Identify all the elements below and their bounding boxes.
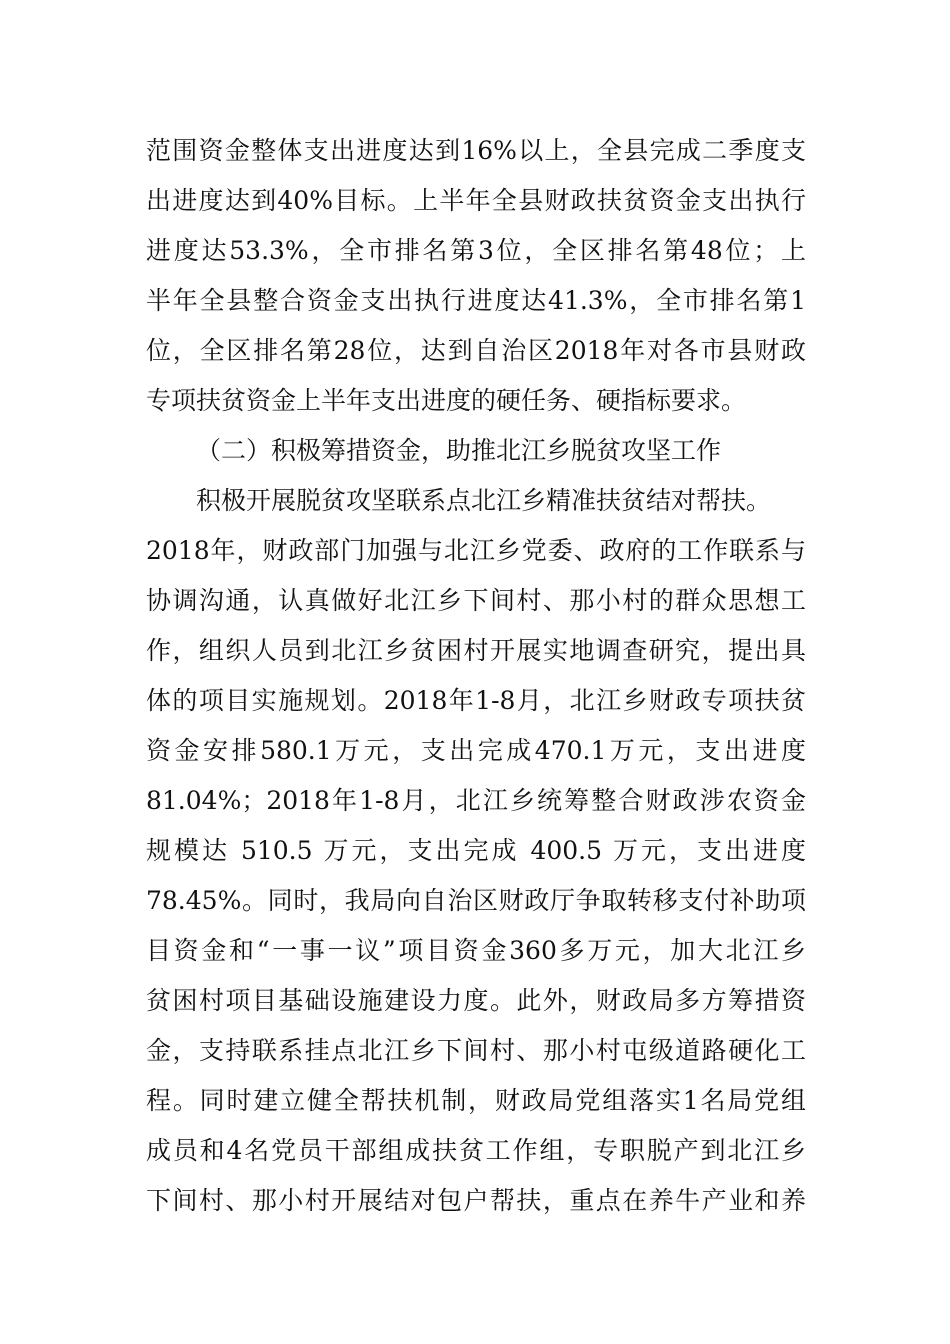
text-line: 贫困村项目基础设施建设力度。此外，财政局多方筹措资 bbox=[146, 986, 806, 1015]
text-line: 目资金和“一事一议”项目资金360多万元，加大北江乡 bbox=[146, 936, 806, 965]
text-line: 协调沟通，认真做好北江乡下间村、那小村的群众思想工 bbox=[146, 586, 806, 615]
text-line: 进度达53.3%，全市排名第3位，全区排名第48位；上 bbox=[146, 236, 806, 265]
text-line: 出进度达到40%目标。上半年全县财政扶贫资金支出执行 bbox=[146, 186, 806, 215]
text-line: 资金安排580.1万元，支出完成470.1万元，支出进度 bbox=[146, 736, 806, 765]
body-text bbox=[146, 126, 806, 1226]
text-line: 81.04%；2018年1-8月，北江乡统筹整合财政涉农资金 bbox=[146, 786, 806, 815]
text-line: 半年全县整合资金支出执行进度达41.3%，全市排名第1 bbox=[146, 286, 806, 315]
text-line: 程。同时建立健全帮扶机制，财政局党组落实1名局党组 bbox=[146, 1086, 806, 1115]
text-line: 范围资金整体支出进度达到16%以上，全县完成二季度支 bbox=[146, 136, 806, 165]
text-line: 78.45%。同时，我局向自治区财政厅争取转移支付补助项 bbox=[146, 886, 806, 915]
text-line: 成员和4名党员干部组成扶贫工作组，专职脱产到北江乡 bbox=[146, 1136, 806, 1165]
text-line: 规模达 510.5 万元，支出完成 400.5 万元，支出进度 bbox=[146, 836, 806, 865]
text-line: 金，支持联系挂点北江乡下间村、那小村屯级道路硬化工 bbox=[146, 1036, 806, 1065]
section-heading: （二）积极筹措资金，助推北江乡脱贫攻坚工作 bbox=[196, 436, 722, 465]
text-line: 2018年，财政部门加强与北江乡党委、政府的工作联系与 bbox=[146, 536, 806, 565]
text-line: 体的项目实施规划。2018年1-8月，北江乡财政专项扶贫 bbox=[146, 686, 806, 715]
text-line: 位，全区排名第28位，达到自治区2018年对各市县财政 bbox=[146, 336, 806, 365]
text-line: 下间村、那小村开展结对包户帮扶，重点在养牛产业和养 bbox=[146, 1186, 806, 1215]
paragraph-first-line: 积极开展脱贫攻坚联系点北江乡精准扶贫结对帮扶。 bbox=[196, 486, 772, 515]
text-line: 专项扶贫资金上半年支出进度的硬任务、硬指标要求。 bbox=[146, 386, 747, 415]
text-line: 作，组织人员到北江乡贫困村开展实地调查研究，提出具 bbox=[146, 636, 806, 665]
